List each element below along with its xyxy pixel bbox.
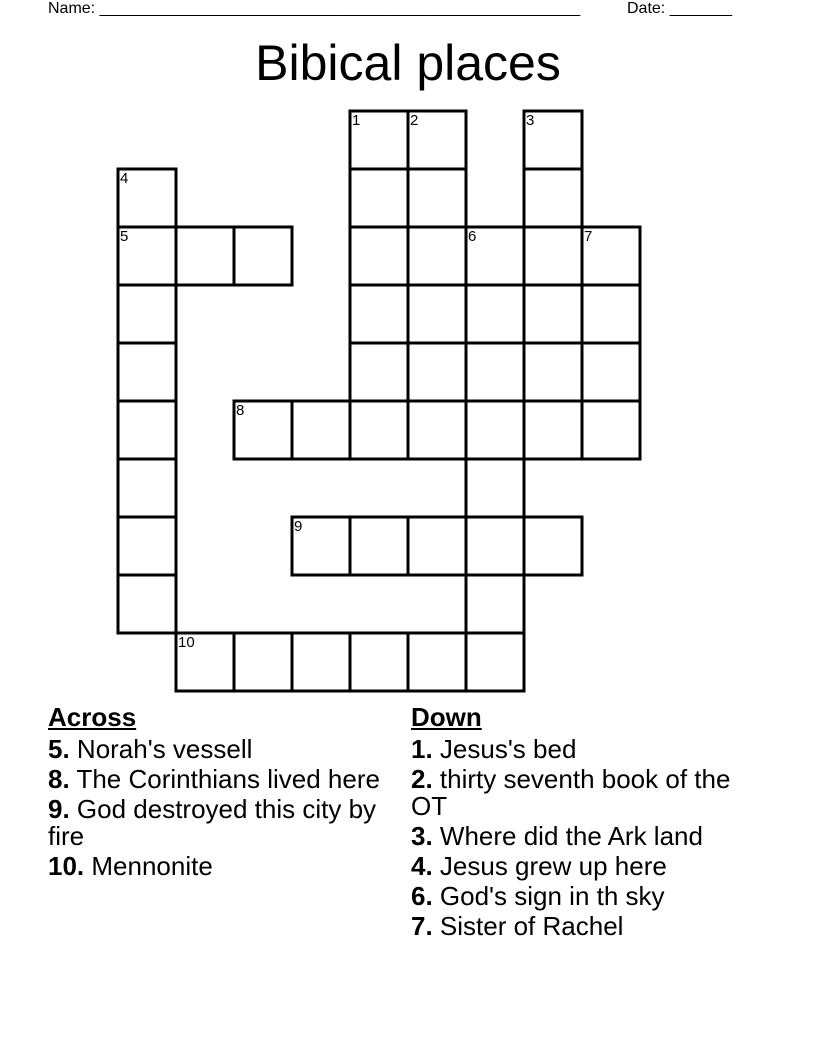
grid-cell[interactable]: [408, 227, 466, 285]
grid-cell[interactable]: [408, 285, 466, 343]
grid-cell[interactable]: [582, 343, 640, 401]
grid-cell[interactable]: [524, 227, 582, 285]
grid-cell[interactable]: [176, 633, 234, 691]
across-clues: [48, 702, 388, 883]
grid-cell[interactable]: [350, 285, 408, 343]
clue-number: 5: [120, 228, 129, 245]
across-clue: [48, 796, 388, 850]
grid-cell[interactable]: [118, 227, 176, 285]
grid-cell[interactable]: [118, 459, 176, 517]
clue-text: Jesus grew up here: [432, 851, 667, 881]
clue-number-label: 4.: [411, 851, 433, 881]
grid-cell[interactable]: [466, 459, 524, 517]
clue-number-label: 7.: [411, 911, 433, 941]
down-clue: [411, 823, 771, 850]
clue-text: Where did the Ark land: [432, 821, 703, 851]
across-clue: [48, 853, 388, 880]
date-field-label: Date: _______: [627, 0, 732, 17]
grid-cell[interactable]: [408, 517, 466, 575]
clue-number-label: 8.: [48, 764, 70, 794]
clue-text: The Corinthians lived here: [69, 764, 380, 794]
down-clue: [411, 766, 771, 820]
across-heading: Across: [48, 702, 137, 732]
grid-cell[interactable]: [524, 343, 582, 401]
grid-cell[interactable]: [466, 517, 524, 575]
down-clue-list: [411, 736, 771, 940]
clue-text: Jesus's bed: [432, 734, 577, 764]
grid-cell[interactable]: [234, 401, 292, 459]
grid-cell[interactable]: [524, 169, 582, 227]
grid-cell[interactable]: [118, 575, 176, 633]
clue-text: thirty seventh book of the OT: [411, 764, 731, 821]
clue-number: 10: [178, 634, 195, 651]
across-clue-list: [48, 736, 388, 880]
grid-cell[interactable]: [524, 401, 582, 459]
puzzle-title: Bibical places: [255, 35, 561, 91]
grid-cell[interactable]: [350, 227, 408, 285]
clue-number: 4: [120, 170, 129, 187]
name-field-label: Name: ______________________________________________________: [48, 0, 581, 17]
grid-cell[interactable]: [524, 111, 582, 169]
down-clue: [411, 913, 771, 940]
grid-cell[interactable]: [292, 633, 350, 691]
clue-number-label: 9.: [48, 794, 70, 824]
grid-cell[interactable]: [408, 401, 466, 459]
grid-cell[interactable]: [292, 517, 350, 575]
grid-cell[interactable]: [350, 401, 408, 459]
clue-number: 7: [584, 228, 593, 245]
across-clue: [48, 736, 388, 763]
grid-cell[interactable]: [118, 401, 176, 459]
clue-text: Norah's vessell: [69, 734, 253, 764]
clue-number-label: 3.: [411, 821, 433, 851]
grid-cell[interactable]: [408, 169, 466, 227]
down-clues: [411, 702, 771, 943]
grid-cell[interactable]: [582, 227, 640, 285]
down-clue: [411, 883, 771, 910]
grid-cell[interactable]: [350, 343, 408, 401]
grid-cell[interactable]: [466, 633, 524, 691]
grid-cell[interactable]: [466, 401, 524, 459]
grid-cell[interactable]: [524, 285, 582, 343]
clue-number: 2: [410, 112, 419, 129]
clue-text: God's sign in th sky: [432, 881, 665, 911]
grid-cell[interactable]: [408, 633, 466, 691]
across-clue: [48, 766, 388, 793]
grid-cell[interactable]: [408, 343, 466, 401]
grid-cell[interactable]: [292, 401, 350, 459]
grid-cell[interactable]: [582, 401, 640, 459]
grid-cell[interactable]: [466, 575, 524, 633]
grid-cell[interactable]: [234, 633, 292, 691]
down-heading: Down: [411, 702, 482, 732]
clue-number-label: 2.: [411, 764, 433, 794]
clue-number-label: 1.: [411, 734, 433, 764]
grid-cell[interactable]: [524, 517, 582, 575]
grid-cell[interactable]: [350, 517, 408, 575]
clue-text: Sister of Rachel: [432, 911, 624, 941]
grid-cell[interactable]: [118, 343, 176, 401]
clue-number: 1: [352, 112, 361, 129]
clue-text: Mennonite: [84, 851, 213, 881]
down-clue: [411, 736, 771, 763]
clue-number: 9: [294, 518, 303, 535]
grid-cell[interactable]: [466, 227, 524, 285]
grid-cell[interactable]: [466, 343, 524, 401]
grid-cell[interactable]: [350, 633, 408, 691]
grid-cell[interactable]: [350, 169, 408, 227]
clue-text: God destroyed this city by fire: [48, 794, 377, 851]
grid-cell[interactable]: [466, 285, 524, 343]
clue-number: 6: [468, 228, 477, 245]
clue-number: 3: [526, 112, 535, 129]
clue-number: 8: [236, 402, 245, 419]
grid-cell[interactable]: [176, 227, 234, 285]
grid-cell[interactable]: [118, 517, 176, 575]
grid-cell[interactable]: [118, 285, 176, 343]
down-clue: [411, 853, 771, 880]
grid-cell[interactable]: [118, 169, 176, 227]
clue-number-label: 5.: [48, 734, 70, 764]
grid-cell[interactable]: [582, 285, 640, 343]
clue-number-label: 6.: [411, 881, 433, 911]
grid-cell[interactable]: [350, 111, 408, 169]
grid-cell[interactable]: [408, 111, 466, 169]
grid-cell[interactable]: [234, 227, 292, 285]
clue-number-label: 10.: [48, 851, 85, 881]
